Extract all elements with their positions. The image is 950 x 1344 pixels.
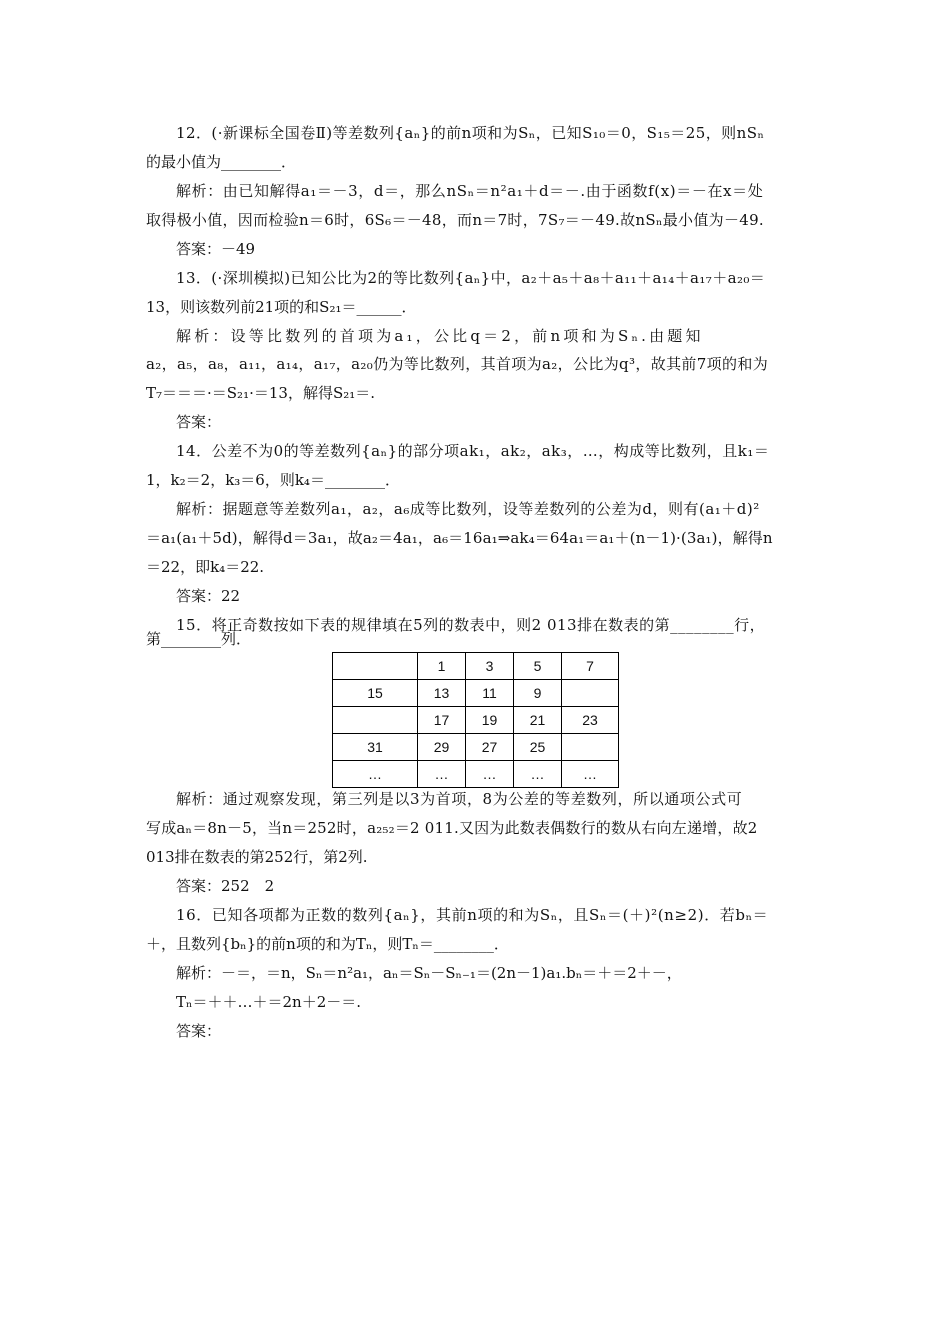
text: 写成aₙ＝8n－5，当n＝252时，a₂₅₂＝2 011.又因为此数表偶数行的数从右向左递增，故2 bbox=[146, 819, 758, 837]
text: 13．(·深圳模拟)已知公比为2的等比数列{aₙ}中，a₂＋a₅＋a₈＋a₁₁＋a₁₄＋a₁₇＋a₂₀＝ bbox=[176, 269, 766, 287]
table-cell: 5 bbox=[514, 653, 562, 680]
table-cell: 7 bbox=[562, 653, 619, 680]
solution-15-line-2 bbox=[0, 818, 950, 838]
answer-12 bbox=[0, 239, 950, 259]
table-cell: … bbox=[514, 761, 562, 788]
solution-14-line-2 bbox=[0, 528, 950, 548]
table-row bbox=[333, 680, 619, 707]
solution-15-line-1 bbox=[0, 789, 950, 809]
table-cell: 31 bbox=[333, 734, 418, 761]
text: 答案： bbox=[176, 1022, 222, 1040]
text: 第________列． bbox=[146, 630, 252, 648]
problem-13-line-2 bbox=[0, 297, 950, 317]
text: T₇＝＝＝·＝S₂₁·＝13，解得S₂₁＝. bbox=[146, 384, 376, 402]
problem-13-line-1 bbox=[0, 268, 950, 288]
text: 解析：通过观察发现，第三列是以3为首项，8为公差的等差数列，所以通项公式可 bbox=[176, 790, 743, 808]
table-cell: 15 bbox=[333, 680, 418, 707]
table-cell: 21 bbox=[514, 707, 562, 734]
text: 答案：252 2 bbox=[176, 877, 275, 895]
solution-14-line-3 bbox=[0, 557, 950, 577]
solution-13-line-1 bbox=[0, 326, 950, 346]
solution-16-line-2 bbox=[0, 992, 950, 1012]
problem-16-line-1 bbox=[0, 905, 950, 925]
solution-13-line-2 bbox=[0, 354, 950, 374]
solution-14-line-1 bbox=[0, 499, 950, 519]
problem-12-line-2 bbox=[0, 152, 950, 172]
solution-12-line-2 bbox=[0, 210, 950, 230]
problem-12-line-1 bbox=[0, 123, 950, 143]
table-cell bbox=[562, 734, 619, 761]
table-cell: 1 bbox=[418, 653, 466, 680]
table-row bbox=[333, 761, 619, 788]
table-row bbox=[333, 653, 619, 680]
text: Tₙ＝＋＋…＋＝2n＋2－＝. bbox=[176, 993, 362, 1011]
text: 15．将正奇数按如下表的规律填在5列的数表中，则2 013排在数表的第________行， bbox=[176, 616, 766, 634]
text: 取得极小值，因而检验n＝6时，6S₆＝－48，而n＝7时，7S₇＝－49.故nSₙ最小值为－49. bbox=[146, 211, 764, 229]
text: ＝22，即k₄＝22. bbox=[146, 558, 265, 576]
text: 答案： bbox=[176, 413, 222, 431]
table-row bbox=[333, 707, 619, 734]
solution-15-line-3 bbox=[0, 847, 950, 867]
solution-16-line-1 bbox=[0, 963, 950, 983]
text: ＋，且数列{bₙ}的前n项的和为Tₙ，则Tₙ＝________． bbox=[146, 935, 509, 953]
answer-13 bbox=[0, 412, 950, 432]
solution-13-line-3 bbox=[0, 383, 950, 403]
text: 解析：设等比数列的首项为a₁，公比q＝2，前n项和为Sₙ.由题知 bbox=[176, 327, 704, 345]
table-cell: … bbox=[562, 761, 619, 788]
table-cell: … bbox=[333, 761, 418, 788]
text: 14．公差不为0的等差数列{aₙ}的部分项ak₁，ak₂，ak₃，…，构成等比数列，且k₁＝ bbox=[176, 442, 770, 460]
problem-16-line-2 bbox=[0, 934, 950, 954]
text: 解析：由已知解得a₁＝－3，d＝，那么nSₙ＝n²a₁＋d＝－.由于函数f(x)＝－在x＝处 bbox=[176, 182, 764, 200]
text: 1，k₂＝2，k₃＝6，则k₄＝________． bbox=[146, 471, 400, 489]
problem-14-line-1 bbox=[0, 441, 950, 461]
answer-15 bbox=[0, 876, 950, 896]
table-cell: 13 bbox=[418, 680, 466, 707]
text: 13，则该数列前21项的和S₂₁＝______． bbox=[146, 298, 417, 316]
text: 答案：22 bbox=[176, 587, 241, 605]
odd-number-table bbox=[332, 652, 619, 788]
table-cell: 29 bbox=[418, 734, 466, 761]
table-cell: 19 bbox=[466, 707, 514, 734]
table-cell: 23 bbox=[562, 707, 619, 734]
problem-15-line-2 bbox=[0, 629, 950, 649]
text: 解析：－＝，＝n，Sₙ＝n²a₁，aₙ＝Sₙ－Sₙ₋₁＝(2n－1)a₁.bₙ＝＋＝2＋－， bbox=[176, 964, 682, 982]
table-row bbox=[333, 734, 619, 761]
text: 12．(·新课标全国卷Ⅱ)等差数列{aₙ}的前n项和为Sₙ，已知S₁₀＝0，S₁₅＝25，则nSₙ bbox=[176, 124, 765, 142]
text: 答案：－49 bbox=[176, 240, 256, 258]
table-cell bbox=[333, 653, 418, 680]
table-cell: 25 bbox=[514, 734, 562, 761]
table-cell: 17 bbox=[418, 707, 466, 734]
text: a₂，a₅，a₈，a₁₁，a₁₄，a₁₇，a₂₀仍为等比数列，其首项为a₂，公比为q³，故其前7项的和为 bbox=[146, 355, 769, 373]
text: ＝a₁(a₁＋5d)，解得d＝3a₁，故a₂＝4a₁，a₆＝16a₁⇒ak₄＝64a₁＝a₁＋(n－1)·(3a₁)，解得n bbox=[146, 529, 773, 547]
table-cell: 27 bbox=[466, 734, 514, 761]
table-cell: 3 bbox=[466, 653, 514, 680]
table-cell: … bbox=[466, 761, 514, 788]
table-cell bbox=[562, 680, 619, 707]
solution-12-line-1 bbox=[0, 181, 950, 201]
answer-14 bbox=[0, 586, 950, 606]
table-cell: 11 bbox=[466, 680, 514, 707]
text: 16．已知各项都为正数的数列{aₙ}，其前n项的和为Sₙ，且Sₙ＝(＋)²(n≥2)．若bₙ＝ bbox=[176, 906, 769, 924]
table-cell: 9 bbox=[514, 680, 562, 707]
answer-16 bbox=[0, 1021, 950, 1041]
table-cell: … bbox=[418, 761, 466, 788]
text: 的最小值为________． bbox=[146, 153, 297, 171]
text: 013排在数表的第252行，第2列. bbox=[146, 848, 368, 866]
text: 解析：据题意等差数列a₁，a₂，a₆成等比数列，设等差数列的公差为d，则有(a₁＋d)² bbox=[176, 500, 760, 518]
problem-14-line-2 bbox=[0, 470, 950, 490]
table-cell bbox=[333, 707, 418, 734]
